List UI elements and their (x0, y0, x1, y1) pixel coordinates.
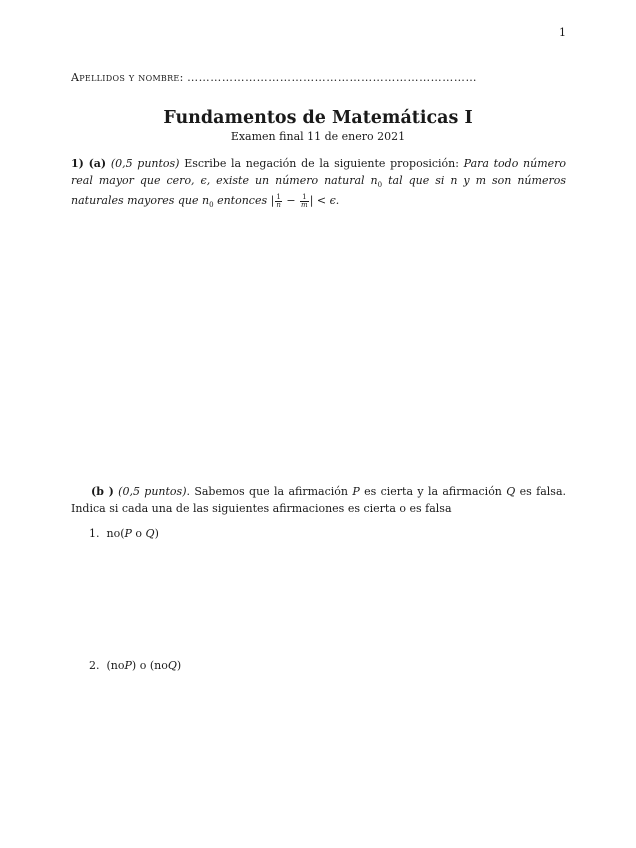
list-item (89, 659, 181, 672)
exam-subtitle: Examen final 11 de enero 2021 (230, 130, 406, 143)
item-mid: ) o (no (131, 659, 168, 672)
item-number: 1. (89, 527, 100, 540)
item-post: ) (154, 527, 159, 540)
name-field (71, 71, 566, 84)
item-pre: no( (106, 527, 125, 540)
frac1-num: 1 (276, 192, 281, 201)
part-b-text-2: es cierta y la afirmación (364, 485, 502, 498)
item-q: Q (167, 659, 177, 672)
frac2-den: m (301, 200, 308, 209)
part-b-points: (0,5 puntos) (118, 485, 187, 498)
part-a-statement: Para todo número real mayor que cero, ϵ, existe un número natural n (71, 157, 567, 187)
fraction-1-over-n (275, 194, 282, 209)
minus-sign: − (286, 194, 296, 208)
part-a-intro: Escribe la negación de la siguiente proposición: (184, 157, 459, 170)
question-number: 1) (71, 157, 84, 170)
name-field-label: Apellidos y nombre: (71, 71, 184, 84)
item-pre: (no (106, 659, 125, 672)
inequality-tail: | < ϵ. (309, 194, 340, 208)
item-number: 2. (89, 659, 100, 672)
var-q: Q (506, 485, 516, 498)
question-1b (71, 484, 566, 517)
item-mid: o (131, 527, 146, 540)
var-p: P (352, 485, 360, 498)
part-b-text-3: es falsa. Indica si cada una de las siguientes afirmaciones es cierta o es falsa (71, 485, 567, 515)
part-a-label: (a) (88, 157, 107, 170)
frac2-num: 1 (300, 194, 309, 202)
part-a-points: (0,5 puntos) (110, 157, 180, 170)
list-item (89, 527, 159, 540)
fraction-1-over-m (300, 194, 309, 209)
question-1a (71, 156, 566, 214)
part-b-text-1: . Sabemos que la afirmación (186, 485, 348, 498)
item-post: ) (176, 659, 182, 672)
part-a-statement-2: tal que si n y m son números naturales mayores que n (71, 173, 566, 208)
frac1-den: n (276, 200, 281, 209)
item-q: Q (145, 527, 155, 540)
n0-subscript: 0 (377, 180, 383, 189)
part-b-label: (b ) (91, 485, 114, 498)
n0-subscript-2: 0 (209, 201, 214, 210)
item-p: P (124, 659, 132, 672)
exam-title: Fundamentos de Matemáticas I (163, 108, 473, 128)
part-a-statement-3: entonces | (217, 194, 275, 208)
page-number: 1 (559, 26, 566, 39)
item-p: P (124, 527, 132, 540)
name-field-dots: ………………………………………………………………… (187, 71, 478, 84)
